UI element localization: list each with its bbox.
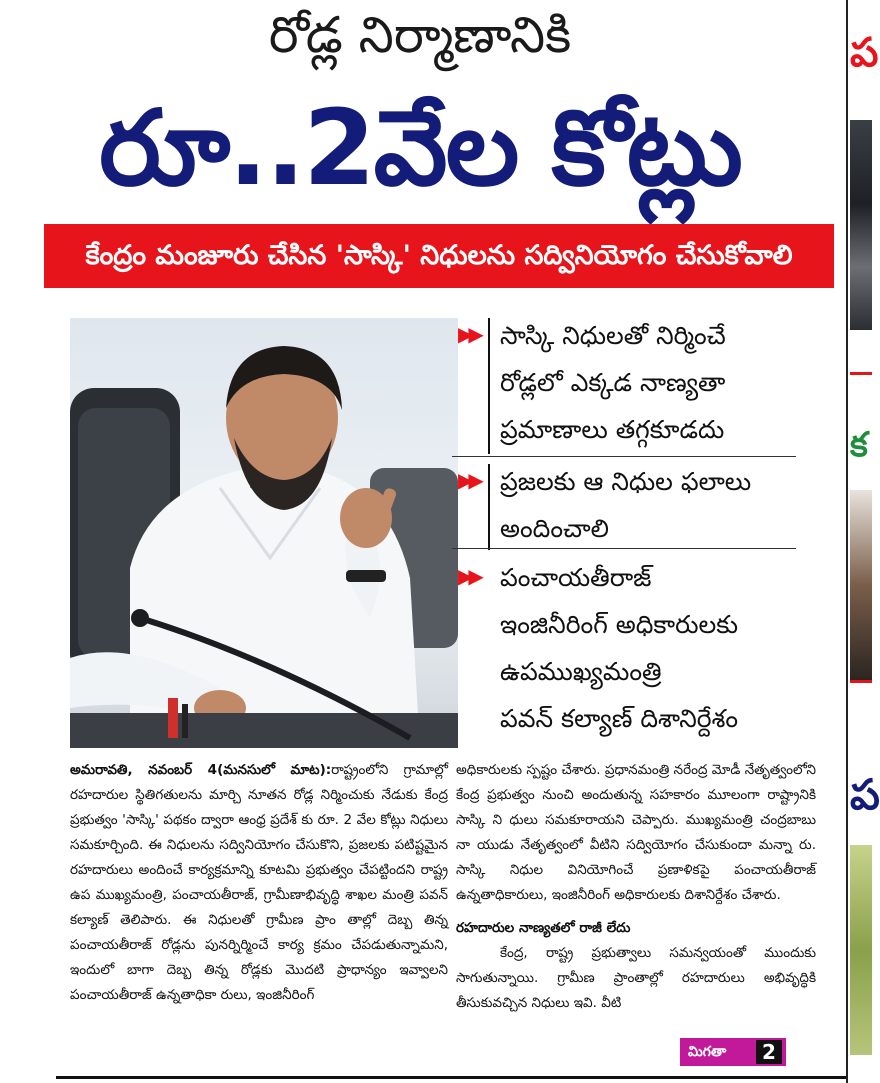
highlight-divider	[452, 456, 796, 457]
highlight-divider	[452, 548, 796, 549]
highlight-line: ప్రమాణాలు తగ్గకూడదు	[500, 415, 725, 444]
continued-label: మిగతా	[688, 1044, 727, 1060]
minister-illustration	[70, 318, 458, 748]
highlight-item	[452, 554, 802, 744]
adjacent-headline-fragment: ప	[850, 770, 880, 819]
adjacent-photo	[850, 845, 872, 1055]
highlight-line: ఇంజినీరింగ్ అధికారులకు	[500, 610, 738, 639]
highlight-item	[452, 458, 802, 548]
adjacent-rule	[850, 372, 872, 375]
body-text: రాష్ట్రంలోని గ్రామాల్లో రహదారుల స్థితిగతులను మార్చి నూతన రోడ్ల నిర్మించుకు నేడుకు కేంద్ర ప్రభుత్వం 'సాస్కి' పథకం ద్వారా ఆంధ్ర ప్రదేశ్ కు రూ. 2 వేల కోట్లు నిధులు సమకూర్చింది. ఈ నిధులను సద్వినియోగం చేసుకొని, ప్రజలకు పటిష్టమైన రహదారులు అందించే కార్యక్రమాన్ని కూటమి ప్రభుత్వం చేపట్టిందని రాష్ట్ర ఉప ముఖ్యమంత్రి, పంచాయతీరాజ్, గ్రామీణాభివృద్ధి శాఖల మంత్రి పవన్ కల్యాణ్ తెలిపారు. ఈ నిధులతో గ్రామీణ ప్రాం తాల్లో దెబ్బ తిన్న పంచాయతీరాజ్ రోడ్లను పునర్నిర్మించే కార్య క్రమం చేపడుతున్నామని, ఇందులో బాగా దెబ్బ తిన్న రోడ్లకు మొదటి ప్రాధాన్యం ఇవ్వాలని పంచాయతీరాజ్ ఉన్నతాధికా రులు, ఇంజినీరింగ్	[70, 762, 449, 1003]
adjacent-story-strip	[848, 0, 880, 1083]
double-arrow-icon: ▶▶	[458, 322, 479, 346]
highlight-bar	[488, 464, 490, 550]
continued-badge	[680, 1038, 786, 1066]
highlight-line: అందించాలి	[500, 514, 609, 543]
highlight-line: రోడ్లలో ఎక్కడ నాణ్యతా	[500, 368, 726, 397]
headline: రూ..2వేల కోట్లు	[99, 87, 741, 209]
continued-page-number: 2	[756, 1040, 782, 1064]
body-text: అధికారులకు స్పష్టం చేశారు. ప్రధానమంత్రి నరేంద్ర మోడీ నేతృత్వంలోని కేంద్ర ప్రభుత్వం నుంచి అందుతున్న సహకారం మూలంగా రాష్ట్రానికి సాస్కి ని ధులు సమకూరాయని చెప్పారు. ముఖ్యమంత్రి చంద్రబాబు నా యుడు నేతృత్వంలో వీటిని సద్వియోగం చేసుకుందా మన్నా రు. సాస్కి నిధుల వినియోగించే ప్రణాళికపై పంచాయతీరాజ్ ఉన్నతాధికారులు, ఇంజినీరింగ్ అధికారులకు దిశానిర్దేశం చేశారు.	[456, 762, 816, 903]
subhead-band: కేంద్రం మంజూరు చేసిన 'సాస్కి' నిధులను సద్వినియోగం చేసుకోవాలి	[44, 224, 834, 288]
highlight-line: పంచాయతీరాజ్	[500, 563, 652, 592]
highlight-text	[500, 458, 800, 552]
highlight-item	[452, 312, 802, 452]
adjacent-headline-fragment: క	[850, 425, 868, 465]
subsection-title: రహదారుల నాణ్యతలో రాజీ లేదు	[456, 920, 631, 936]
body-column-left	[70, 758, 448, 1008]
highlight-text	[500, 554, 800, 742]
double-arrow-icon: ▶▶	[458, 564, 479, 588]
body-column-right	[456, 758, 816, 1016]
highlight-bar	[488, 318, 490, 454]
adjacent-rule	[850, 680, 872, 683]
adjacent-photo	[850, 490, 872, 680]
bottom-rule	[56, 1076, 846, 1079]
adjacent-photo	[850, 120, 872, 330]
adjacent-headline-fragment: ప	[850, 30, 879, 76]
highlight-line: ఉపముఖ్యమంత్రి	[500, 657, 662, 686]
highlight-line: సాస్కి నిధులతో నిర్మించే	[500, 321, 726, 350]
highlight-text	[500, 312, 800, 453]
headline-kicker: రోడ్ల నిర్మాణానికి	[268, 6, 572, 64]
double-arrow-icon: ▶▶	[458, 468, 479, 492]
minister-photo	[70, 318, 458, 748]
highlight-line: పవన్ కల్యాణ్ దిశానిర్దేశం	[500, 704, 739, 733]
dateline: అమరావతి, నవంబర్ 4(మనసులో మాట):	[70, 762, 332, 778]
body-text: కేంద్ర, రాష్ట్ర ప్రభుత్వాలు సమన్వయంతో ముందుకు సాగుతున్నాయి. గ్రామీణ ప్రాంతాల్లో రహదారులు అభివృద్ధికి తీసుకువచ్చిన నిధులు ఇవి. వీటి	[456, 945, 816, 1011]
highlights-box	[452, 312, 802, 742]
highlight-line: ప్రజలకు ఆ నిధుల ఫలాలు	[500, 467, 752, 496]
